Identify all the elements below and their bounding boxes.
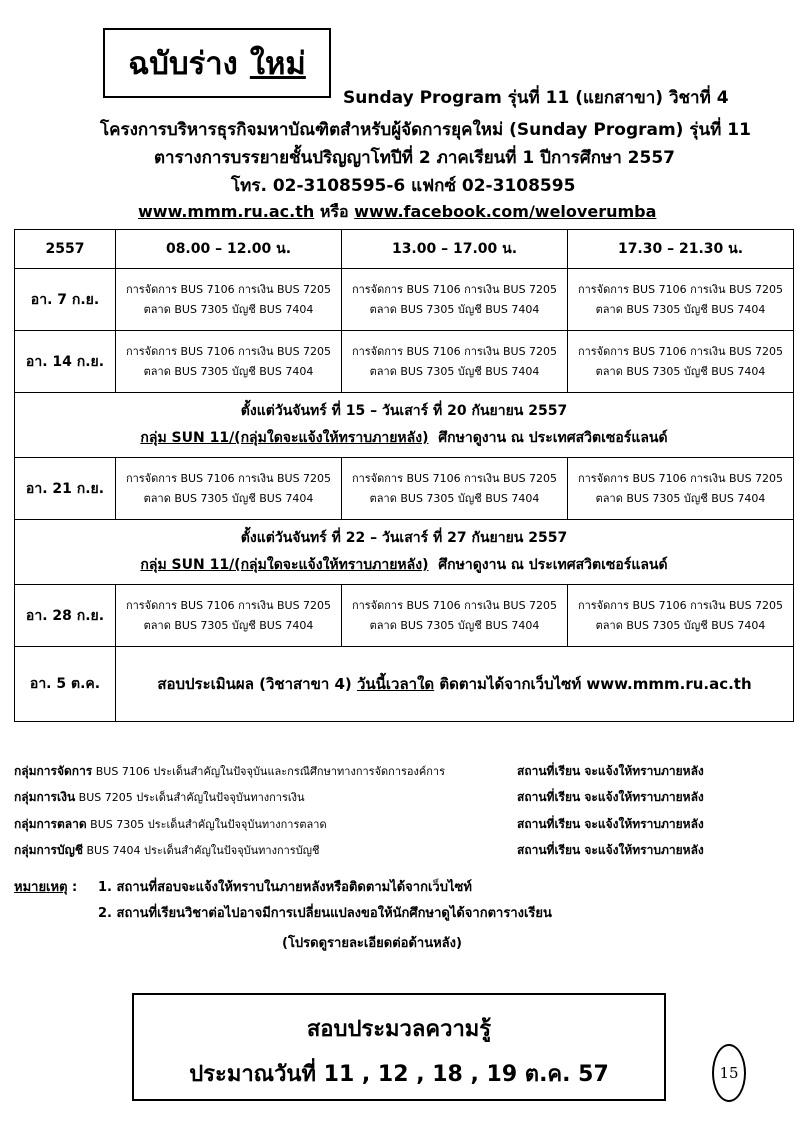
draft-label: ฉบับร่าง <box>128 46 238 82</box>
group-line <box>14 788 305 807</box>
exam-date-cell: อา. 5 ต.ค. <box>15 647 116 722</box>
banner-trip-line <box>15 552 793 579</box>
date-cell: อา. 21 ก.ย. <box>15 458 116 520</box>
course-cell <box>342 269 568 331</box>
year-header: 2557 <box>15 230 116 269</box>
banner-trip: ศึกษาดูงาน ณ ประเทศสวิตเซอร์แลนด์ <box>438 430 668 446</box>
course-cell <box>116 458 342 520</box>
comprehensive-dates: ประมาณวันที่ 11 , 12 , 18 , 19 ต.ค. 57 <box>189 1062 609 1087</box>
draft-new-label: ใหม่ <box>249 46 306 82</box>
location-note: สถานที่เรียน จะแจ้งให้ทราบภายหลัง <box>517 790 704 804</box>
course-line: การจัดการ BUS 7106 การเงิน BUS 7205 <box>577 344 784 358</box>
banner-dates: ตั้งแต่วันจันทร์ ที่ 22 – วันเสาร์ ที่ 27 กันยายน 2557 <box>240 530 568 546</box>
group-desc: BUS 7205 ประเด็นสำคัญในปัจจุบันทางการเงิน <box>78 791 305 804</box>
course-line: การจัดการ BUS 7106 การเงิน BUS 7205 <box>351 344 558 358</box>
website-link[interactable]: www.mmm.ru.ac.th <box>138 202 315 221</box>
note-item-1: 1. สถานที่สอบจะแจ้งให้ทราบในภายหลังหรือติดตามได้จากเว็บไซท์ <box>98 880 472 895</box>
course-line: การจัดการ BUS 7106 การเงิน BUS 7205 <box>351 471 558 485</box>
page-number: 15 <box>712 1044 746 1102</box>
group-desc: BUS 7106 ประเด็นสำคัญในปัจจุบันและกรณีศึกษาทางการจัดการองค์การ <box>95 765 445 778</box>
course-line: ตลาด BUS 7305 บัญชี BUS 7404 <box>143 618 314 632</box>
course-cell <box>568 585 794 647</box>
schedule-table <box>14 229 794 722</box>
group-line <box>14 762 445 781</box>
course-line: การจัดการ BUS 7106 การเงิน BUS 7205 <box>125 598 332 612</box>
course-line: ตลาด BUS 7305 บัญชี BUS 7404 <box>369 618 540 632</box>
course-line: ตลาด BUS 7305 บัญชี BUS 7404 <box>369 364 540 378</box>
draft-stamp <box>103 28 331 98</box>
table-header-row <box>15 230 794 269</box>
group-name: กลุ่มการตลาด <box>14 817 87 831</box>
study-trip-banner <box>15 393 794 458</box>
banner-group: กลุ่ม SUN 11/(กลุ่มใดจะแจ้งให้ทราบภายหลัง) <box>140 430 429 446</box>
banner-row <box>15 520 794 585</box>
course-cell <box>342 458 568 520</box>
date-cell: อา. 28 ก.ย. <box>15 585 116 647</box>
comprehensive-title: สอบประมวลความรู้ <box>306 1017 492 1042</box>
course-line: ตลาด BUS 7305 บัญชี BUS 7404 <box>595 491 766 505</box>
course-cell <box>342 331 568 393</box>
exam-text-c: ติดตามได้จากเว็บไซท์ www.mmm.ru.ac.th <box>439 675 752 693</box>
course-cell <box>568 269 794 331</box>
course-line: การจัดการ BUS 7106 การเงิน BUS 7205 <box>125 471 332 485</box>
slot-header: 08.00 – 12.00 น. <box>116 230 342 269</box>
course-cell <box>568 331 794 393</box>
banner-trip: ศึกษาดูงาน ณ ประเทศสวิตเซอร์แลนด์ <box>438 557 668 573</box>
exam-row <box>15 647 794 722</box>
group-line <box>14 841 320 860</box>
web-line <box>138 200 656 225</box>
course-line: การจัดการ BUS 7106 การเงิน BUS 7205 <box>577 471 784 485</box>
exam-text-a: สอบประเมินผล (วิชาสาขา 4) <box>157 675 352 693</box>
note-detail: (โปรดดูรายละเอียดต่อด้านหลัง) <box>282 936 462 951</box>
location-note: สถานที่เรียน จะแจ้งให้ทราบภายหลัง <box>517 817 704 831</box>
date-cell: อา. 7 ก.ย. <box>15 269 116 331</box>
course-line: ตลาด BUS 7305 บัญชี BUS 7404 <box>595 302 766 316</box>
banner-trip-line <box>15 425 793 452</box>
course-line: ตลาด BUS 7305 บัญชี BUS 7404 <box>369 302 540 316</box>
facebook-link[interactable]: www.facebook.com/weloverumba <box>354 202 657 221</box>
course-line: การจัดการ BUS 7106 การเงิน BUS 7205 <box>125 344 332 358</box>
banner-row <box>15 393 794 458</box>
course-cell <box>116 269 342 331</box>
project-line: โครงการบริหารธุรกิจมหาบัณฑิตสำหรับผู้จัดการยุคใหม่ (Sunday Program) รุ่นที่ 11 <box>100 120 751 140</box>
study-trip-banner <box>15 520 794 585</box>
course-line: ตลาด BUS 7305 บัญชี BUS 7404 <box>595 364 766 378</box>
group-desc: BUS 7305 ประเด็นสำคัญในปัจจุบันทางการตลาด <box>90 818 327 831</box>
slot-header: 13.00 – 17.00 น. <box>342 230 568 269</box>
course-cell <box>116 331 342 393</box>
course-cell <box>116 585 342 647</box>
course-line: ตลาด BUS 7305 บัญชี BUS 7404 <box>369 491 540 505</box>
course-line: การจัดการ BUS 7106 การเงิน BUS 7205 <box>577 598 784 612</box>
table-row <box>15 458 794 520</box>
notes-colon: : <box>67 880 78 895</box>
table-row <box>15 331 794 393</box>
course-line: การจัดการ BUS 7106 การเงิน BUS 7205 <box>577 282 784 296</box>
notes-label <box>14 876 77 897</box>
course-line: การจัดการ BUS 7106 การเงิน BUS 7205 <box>351 598 558 612</box>
course-line: การจัดการ BUS 7106 การเงิน BUS 7205 <box>125 282 332 296</box>
exam-text-b: วันนี้เวลาใด <box>357 675 435 693</box>
location-note: สถานที่เรียน จะแจ้งให้ทราบภายหลัง <box>517 764 704 778</box>
note-item-2: 2. สถานที่เรียนวิชาต่อไปอาจมีการเปลี่ยนแปลงขอให้นักศึกษาดูได้จากตารางเรียน <box>98 906 552 921</box>
course-line: ตลาด BUS 7305 บัญชี BUS 7404 <box>143 364 314 378</box>
table-row <box>15 269 794 331</box>
course-cell <box>342 585 568 647</box>
exam-cell <box>116 647 794 722</box>
group-name: กลุ่มการเงิน <box>14 790 76 804</box>
schedule-line: ตารางการบรรยายชั้นปริญญาโทปีที่ 2 ภาคเรียนที่ 1 ปีการศึกษา 2557 <box>154 148 675 168</box>
date-cell: อา. 14 ก.ย. <box>15 331 116 393</box>
course-cell <box>568 458 794 520</box>
comprehensive-exam-box <box>132 993 666 1101</box>
course-line: ตลาด BUS 7305 บัญชี BUS 7404 <box>595 618 766 632</box>
banner-dates: ตั้งแต่วันจันทร์ ที่ 15 – วันเสาร์ ที่ 20 กันยายน 2557 <box>240 403 568 419</box>
program-line: Sunday Program รุ่นที่ 11 (แยกสาขา) วิชาที่ 4 <box>343 88 729 108</box>
course-line: ตลาด BUS 7305 บัญชี BUS 7404 <box>143 302 314 316</box>
group-name: กลุ่มการจัดการ <box>14 764 93 778</box>
group-line <box>14 815 327 834</box>
group-desc: BUS 7404 ประเด็นสำคัญในปัจจุบันทางการบัญชี <box>86 844 320 857</box>
notes-label-text: หมายเหตุ <box>14 880 68 895</box>
group-name: กลุ่มการบัญชี <box>14 843 83 857</box>
banner-group: กลุ่ม SUN 11/(กลุ่มใดจะแจ้งให้ทราบภายหลัง) <box>140 557 429 573</box>
or-text: หรือ <box>319 202 349 221</box>
table-row <box>15 585 794 647</box>
location-note: สถานที่เรียน จะแจ้งให้ทราบภายหลัง <box>517 843 704 857</box>
course-line: การจัดการ BUS 7106 การเงิน BUS 7205 <box>351 282 558 296</box>
slot-header: 17.30 – 21.30 น. <box>568 230 794 269</box>
course-line: ตลาด BUS 7305 บัญชี BUS 7404 <box>143 491 314 505</box>
contact-line: โทร. 02-3108595-6 แฟกซ์ 02-3108595 <box>231 176 576 196</box>
